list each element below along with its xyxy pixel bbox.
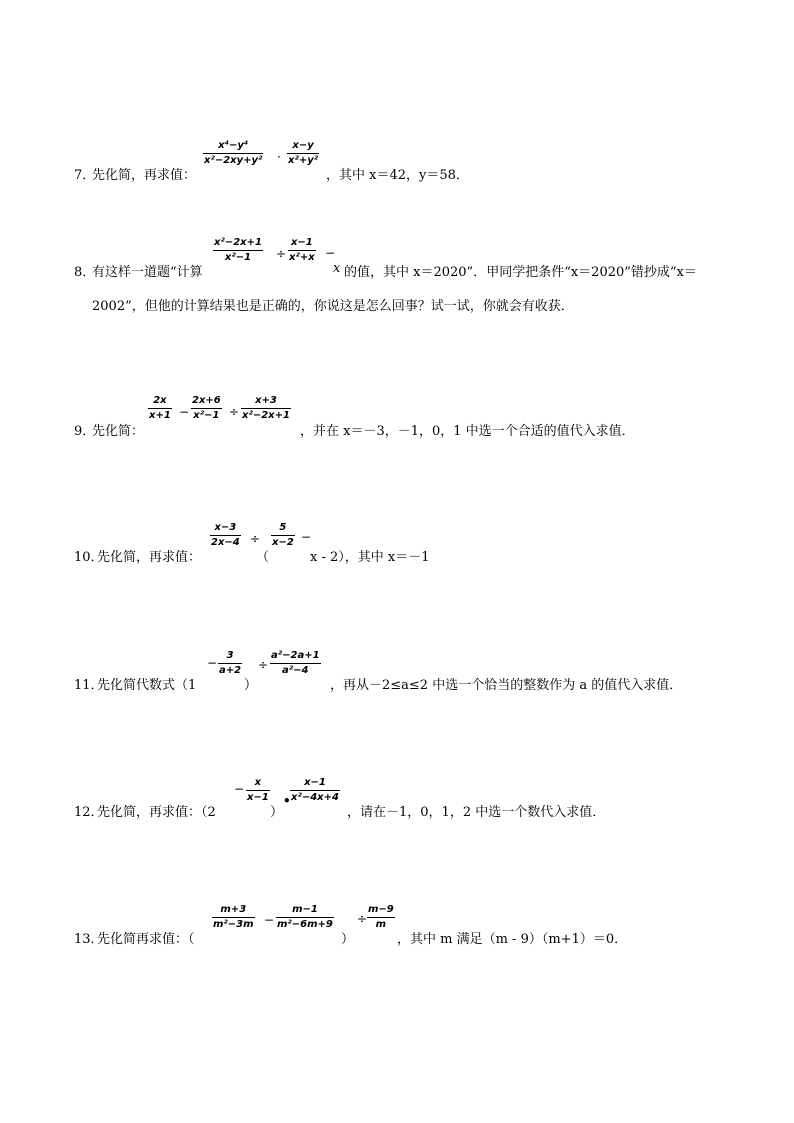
problem-text: ，再从－2≤a≤2 中选一个恰当的整数作为 a 的值代入求值． <box>330 678 683 693</box>
problem-text: 先化简，再求值： <box>97 550 202 565</box>
numerator: x−3 <box>210 523 241 536</box>
numerator: x−y <box>287 141 319 154</box>
fraction <box>290 778 340 803</box>
problem-number: 11． <box>74 678 104 693</box>
numerator: 2x+6 <box>191 396 222 409</box>
fraction <box>148 396 172 421</box>
denominator: x²−1 <box>193 410 220 421</box>
fraction <box>367 905 395 930</box>
fraction <box>271 523 295 548</box>
problem-text: ，其中 m 满足（m - 9）（m+1）＝0． <box>397 932 628 947</box>
fraction <box>191 396 222 421</box>
numerator: 2x <box>148 396 172 409</box>
operator: − <box>325 246 336 260</box>
fraction <box>218 651 242 676</box>
numerator: m−1 <box>276 905 334 918</box>
operator: ÷ <box>229 405 240 419</box>
problem-number: 9． <box>74 424 96 439</box>
operator: ÷ <box>250 532 261 546</box>
variable: x <box>333 261 341 276</box>
denominator: x²−1 <box>224 252 252 263</box>
denominator: m²−3m <box>213 919 254 930</box>
numerator: x−1 <box>288 238 316 251</box>
numerator: x⁴−y⁴ <box>203 141 263 154</box>
denominator: x−1 <box>247 792 269 803</box>
paren: ） <box>244 678 258 693</box>
fraction <box>203 141 263 166</box>
denominator: a+2 <box>219 665 242 676</box>
fraction <box>288 238 316 263</box>
operator: − <box>179 405 190 419</box>
numerator: 5 <box>271 523 295 536</box>
denominator: m²−6m+9 <box>277 919 333 930</box>
problem-text: 先化简再求值：（ <box>97 932 195 947</box>
fraction <box>213 238 263 263</box>
problem-text: ，请在－1，0，1，2 中选一个数代入求值． <box>347 805 606 820</box>
denominator: x−2 <box>272 537 294 548</box>
denominator: x+1 <box>149 410 171 421</box>
operator: − <box>234 782 245 796</box>
problem-text: 先化简，再求值： <box>92 168 197 183</box>
problem-text: 有这样一道题“计算 <box>92 265 203 280</box>
fraction <box>246 778 270 803</box>
problem-number: 8． <box>74 265 96 280</box>
operator: • <box>283 794 291 808</box>
paren: （ <box>256 550 270 565</box>
problem-number: 7． <box>74 168 96 183</box>
operator: · <box>277 150 281 164</box>
operator: ÷ <box>357 912 368 926</box>
numerator: a²−2a+1 <box>270 651 321 664</box>
denominator: m <box>375 919 387 930</box>
operator: ÷ <box>276 247 287 261</box>
problem-text: 先化简： <box>92 424 145 439</box>
denominator: x²+x <box>289 252 315 263</box>
numerator: m−9 <box>367 905 395 918</box>
numerator: x−1 <box>290 778 340 791</box>
numerator: x²−2x+1 <box>213 238 263 251</box>
problem-text: 先化简，再求值：（2 <box>97 805 216 820</box>
denominator: x²+y² <box>288 155 319 166</box>
operator: − <box>301 530 312 544</box>
fraction <box>241 396 291 421</box>
fraction <box>212 905 255 930</box>
numerator: x+3 <box>241 396 291 409</box>
denominator: 2x−4 <box>211 537 240 548</box>
fraction <box>287 141 319 166</box>
problem-number: 10． <box>74 550 104 565</box>
problem-number: 13． <box>74 932 104 947</box>
problem-text: 先化简代数式（1 <box>97 678 197 693</box>
operator: ÷ <box>258 658 269 672</box>
numerator: m+3 <box>212 905 255 918</box>
numerator: x <box>246 778 270 791</box>
numerator: 3 <box>218 651 242 664</box>
operator: − <box>264 913 275 927</box>
denominator: a²−4 <box>282 665 309 676</box>
paren: ） <box>341 932 355 947</box>
denominator: x²−4x+4 <box>291 792 339 803</box>
paren: ） <box>270 805 284 820</box>
problem-text: ，其中 x＝42，y＝58． <box>326 168 469 183</box>
problem-text: ，并在 x＝－3，－1，0，1 中选一个合适的值代入求值． <box>300 424 635 439</box>
denominator: x²−2xy+y² <box>204 155 263 166</box>
operator: − <box>207 656 218 670</box>
fraction <box>276 905 334 930</box>
fraction <box>210 523 241 548</box>
denominator: x²−2x+1 <box>242 410 290 421</box>
problem-text-line2: 2002”，但他的计算结果也是正确的，你说这是怎么回事？试一试，你就会有收获． <box>92 299 574 314</box>
problem-number: 12． <box>74 805 104 820</box>
fraction <box>270 651 321 676</box>
problem-text: x - 2），其中 x＝－1 <box>310 550 430 565</box>
problem-text: 的值，其中 x＝2020”．甲同学把条件“x＝2020”错抄成“x＝ <box>344 265 697 280</box>
